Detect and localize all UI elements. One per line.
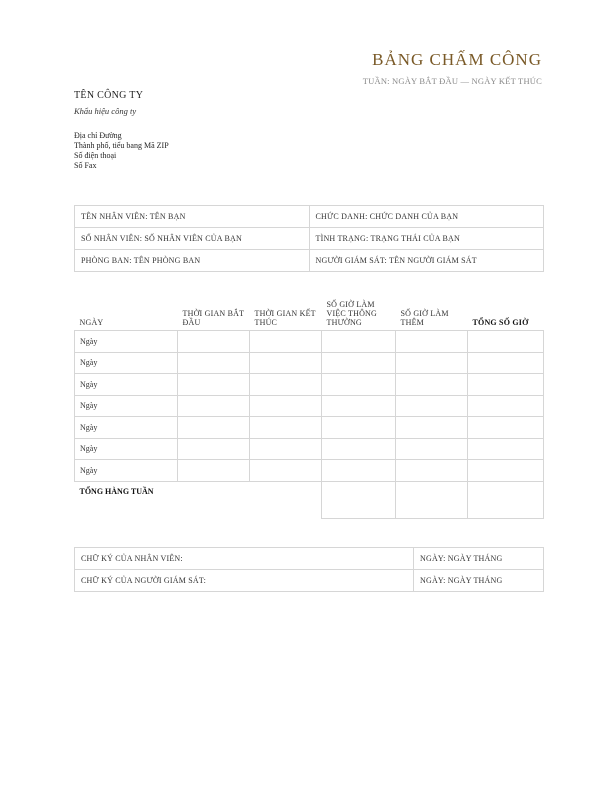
info-row bbox=[75, 206, 544, 228]
address-street: Địa chỉ Đường bbox=[74, 131, 122, 140]
day-cell[interactable]: Ngày bbox=[75, 395, 178, 417]
company-address bbox=[74, 131, 169, 171]
day-cell[interactable]: Ngày bbox=[75, 374, 178, 396]
total-hours-cell[interactable] bbox=[468, 352, 544, 374]
day-cell[interactable]: Ngày bbox=[75, 352, 178, 374]
day-cell[interactable]: Ngày bbox=[75, 417, 178, 439]
signature-row bbox=[75, 548, 544, 570]
table-row bbox=[75, 331, 544, 353]
table-row bbox=[75, 438, 544, 460]
col-end-time-header: THỜI GIAN KẾT THÚC bbox=[254, 309, 316, 327]
empty-cell bbox=[178, 481, 250, 519]
day-cell[interactable]: Ngày bbox=[75, 331, 178, 353]
start-time-cell[interactable] bbox=[178, 374, 250, 396]
total-hours-cell[interactable] bbox=[468, 417, 544, 439]
weekly-total-label: TỔNG HÀNG TUẦN bbox=[79, 486, 154, 496]
overtime-cell[interactable] bbox=[396, 417, 468, 439]
start-time-cell[interactable] bbox=[178, 438, 250, 460]
start-time-cell[interactable] bbox=[178, 417, 250, 439]
total-hours-cell[interactable] bbox=[468, 460, 544, 482]
overtime-cell[interactable] bbox=[396, 352, 468, 374]
employee-name-field[interactable]: TÊN NHÂN VIÊN: TÊN BẠN bbox=[75, 206, 310, 228]
day-cell[interactable]: Ngày bbox=[75, 460, 178, 482]
employee-number-field[interactable]: SỐ NHÂN VIÊN: SỐ NHÂN VIÊN CỦA BẠN bbox=[75, 228, 310, 250]
end-time-cell[interactable] bbox=[250, 352, 322, 374]
total-hours-cell[interactable] bbox=[468, 374, 544, 396]
col-day-header: NGÀY bbox=[79, 318, 104, 327]
regular-hours-cell[interactable] bbox=[322, 331, 396, 353]
table-row bbox=[75, 395, 544, 417]
day-cell[interactable]: Ngày bbox=[75, 438, 178, 460]
end-time-cell[interactable] bbox=[250, 374, 322, 396]
table-row bbox=[75, 374, 544, 396]
employee-signature-field[interactable]: CHỮ KÝ CỦA NHÂN VIÊN: bbox=[75, 548, 414, 570]
end-time-cell[interactable] bbox=[250, 331, 322, 353]
overtime-cell[interactable] bbox=[396, 438, 468, 460]
employee-signature-date[interactable]: NGÀY: NGÀY THÁNG bbox=[414, 548, 544, 570]
end-time-cell[interactable] bbox=[250, 417, 322, 439]
info-row bbox=[75, 250, 544, 272]
end-time-cell[interactable] bbox=[250, 460, 322, 482]
overtime-cell[interactable] bbox=[396, 374, 468, 396]
table-row bbox=[75, 460, 544, 482]
company-block bbox=[74, 90, 143, 116]
start-time-cell[interactable] bbox=[178, 352, 250, 374]
col-regular-hours-header: SỐ GIỜ LÀM VIỆC THÔNG THƯỜNG bbox=[326, 300, 378, 327]
total-hours-cell[interactable] bbox=[468, 395, 544, 417]
regular-hours-cell[interactable] bbox=[322, 374, 396, 396]
weekly-overtime-cell[interactable] bbox=[396, 481, 468, 519]
weekly-total-row bbox=[75, 481, 544, 519]
overtime-cell[interactable] bbox=[396, 331, 468, 353]
company-slogan: Khẩu hiệu công ty bbox=[74, 106, 137, 116]
hours-header-row bbox=[75, 290, 544, 331]
address-city: Thành phố, tiểu bang Mã ZIP bbox=[74, 141, 169, 150]
regular-hours-cell[interactable] bbox=[322, 438, 396, 460]
start-time-cell[interactable] bbox=[178, 460, 250, 482]
regular-hours-cell[interactable] bbox=[322, 352, 396, 374]
department-field[interactable]: PHÒNG BAN: TÊN PHÒNG BAN bbox=[75, 250, 310, 272]
overtime-cell[interactable] bbox=[396, 395, 468, 417]
job-title-field[interactable]: CHỨC DANH: CHỨC DANH CỦA BẠN bbox=[309, 206, 544, 228]
end-time-cell[interactable] bbox=[250, 395, 322, 417]
table-row bbox=[75, 352, 544, 374]
signature-row bbox=[75, 570, 544, 592]
overtime-cell[interactable] bbox=[396, 460, 468, 482]
week-range: TUẦN: NGÀY BẮT ĐẦU — NGÀY KẾT THÚC bbox=[362, 76, 542, 86]
table-row bbox=[75, 417, 544, 439]
regular-hours-cell[interactable] bbox=[322, 460, 396, 482]
info-row bbox=[75, 228, 544, 250]
regular-hours-cell[interactable] bbox=[322, 395, 396, 417]
total-hours-cell[interactable] bbox=[468, 331, 544, 353]
weekly-total-hours-cell[interactable] bbox=[468, 481, 544, 519]
company-name: TÊN CÔNG TY bbox=[74, 90, 144, 101]
supervisor-field[interactable]: NGƯỜI GIÁM SÁT: TÊN NGƯỜI GIÁM SÁT bbox=[309, 250, 544, 272]
empty-cell bbox=[250, 481, 322, 519]
col-overtime-header: SỐ GIỜ LÀM THÊM bbox=[400, 309, 449, 327]
supervisor-signature-date[interactable]: NGÀY: NGÀY THÁNG bbox=[414, 570, 544, 592]
end-time-cell[interactable] bbox=[250, 438, 322, 460]
col-start-time-header: THỜI GIAN BẮT ĐẦU bbox=[182, 309, 245, 327]
signature-table bbox=[74, 547, 544, 592]
address-phone: Số điện thoại bbox=[74, 151, 117, 160]
start-time-cell[interactable] bbox=[178, 395, 250, 417]
address-fax: Số Fax bbox=[74, 161, 97, 170]
start-time-cell[interactable] bbox=[178, 331, 250, 353]
weekly-regular-hours-cell[interactable] bbox=[322, 481, 396, 519]
total-hours-cell[interactable] bbox=[468, 438, 544, 460]
hours-table bbox=[74, 290, 544, 519]
status-field[interactable]: TÌNH TRẠNG: TRẠNG THÁI CỦA BẠN bbox=[309, 228, 544, 250]
employee-info-table bbox=[74, 205, 544, 272]
col-total-hours-header: TỔNG SỐ GIỜ bbox=[472, 318, 529, 327]
supervisor-signature-field[interactable]: CHỮ KÝ CỦA NGƯỜI GIÁM SÁT: bbox=[75, 570, 414, 592]
regular-hours-cell[interactable] bbox=[322, 417, 396, 439]
document-title: BẢNG CHẤM CÔNG bbox=[372, 50, 542, 69]
